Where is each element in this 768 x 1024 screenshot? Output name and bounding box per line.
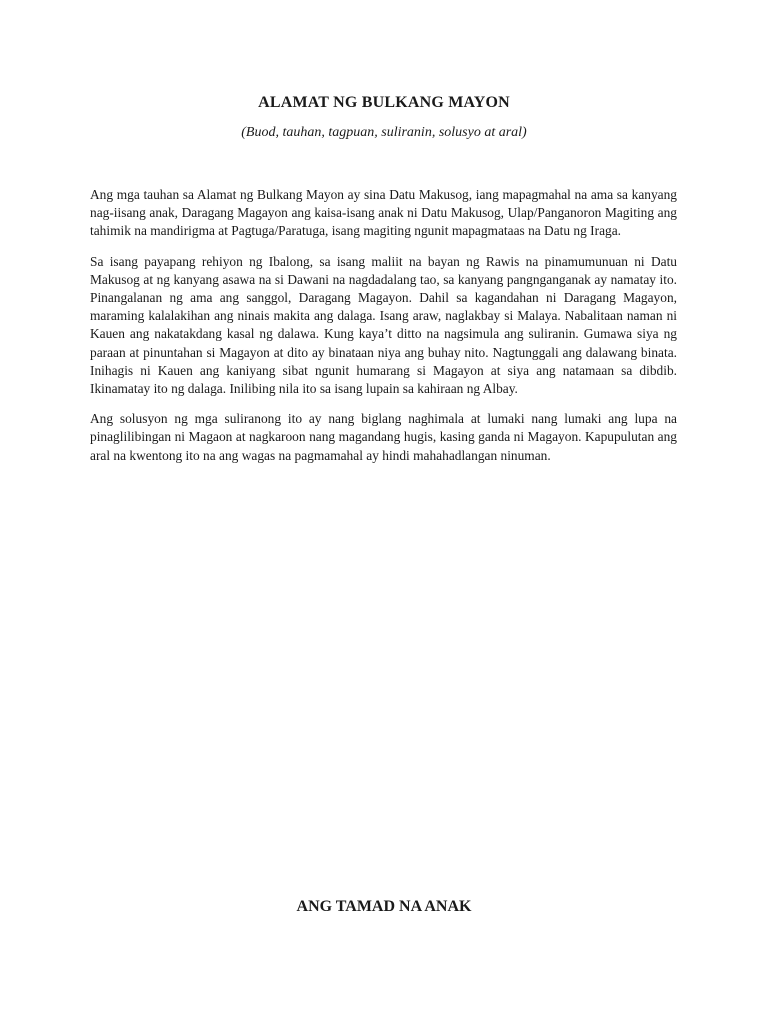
document-subtitle: (Buod, tauhan, tagpuan, suliranin, solusyo at aral) bbox=[241, 125, 527, 140]
paragraph-characters: Ang mga tauhan sa Alamat ng Bulkang Mayon ay sina Datu Makusog, iang mapagmahal na ama sa kanyang nag-iisang anak, Daragang Magayon ang kaisa-isang anak ni Datu Makusog, Ulap/Panganoron Magiting ang tahimik na mandirigma at Pagtuga/Paratuga, isang magiting ngunit mapagmataas na Datu ng Iraga. bbox=[90, 187, 677, 239]
document-body bbox=[90, 186, 677, 477]
document-title: ALAMAT NG BULKANG MAYON bbox=[258, 94, 510, 111]
paragraph-solution-lesson: Ang solusyon ng mga suliranong ito ay nang biglang naghimala at lumaki nang lumaki ang lupa na pinaglilibingan ni Magaon at nagkaroon nang magandang hugis, kasing ganda ni Magayon. Kapupulutan ang aral na kwentong ito na ang wagas na pagmamahal ay hindi mahahadlangan ninuman. bbox=[90, 411, 677, 463]
next-story-title: ANG TAMAD NA ANAK bbox=[296, 898, 472, 915]
paragraph-story: Sa isang payapang rehiyon ng Ibalong, sa isang maliit na bayan ng Rawis na pinamumunuan ni Datu Makusog at ng kanyang asawa na si Dawani na nagdadalang tao, sa kanyang pangnganganak ay namatay ito. Pinangalanan ng ama ang sanggol, Daragang Magayon. Dahil sa kagandahan ni Daragang Magayon, maraming kalalakihan ang ninais makita ang dalaga. Isang araw, naglakbay si Malaya. Nabalitaan naman ni Kauen ang nakatakdang kasal ng dalawa. Kung kaya’t ditto na nagsimula ang suliranin. Gumawa siya ng paraan at pinuntahan si Magayon at dito ay binataan niya ang buhay nito. Nagtunggali ang dalawang binata. Inihagis ni Kauen ang kaniyang sibat ngunit humarang si Magayon at siya ang natamaan sa dibdib. Ikinamatay ito ng dalaga. Inilibing nila ito sa isang lupain sa kahiraan ng Albay. bbox=[90, 253, 677, 397]
